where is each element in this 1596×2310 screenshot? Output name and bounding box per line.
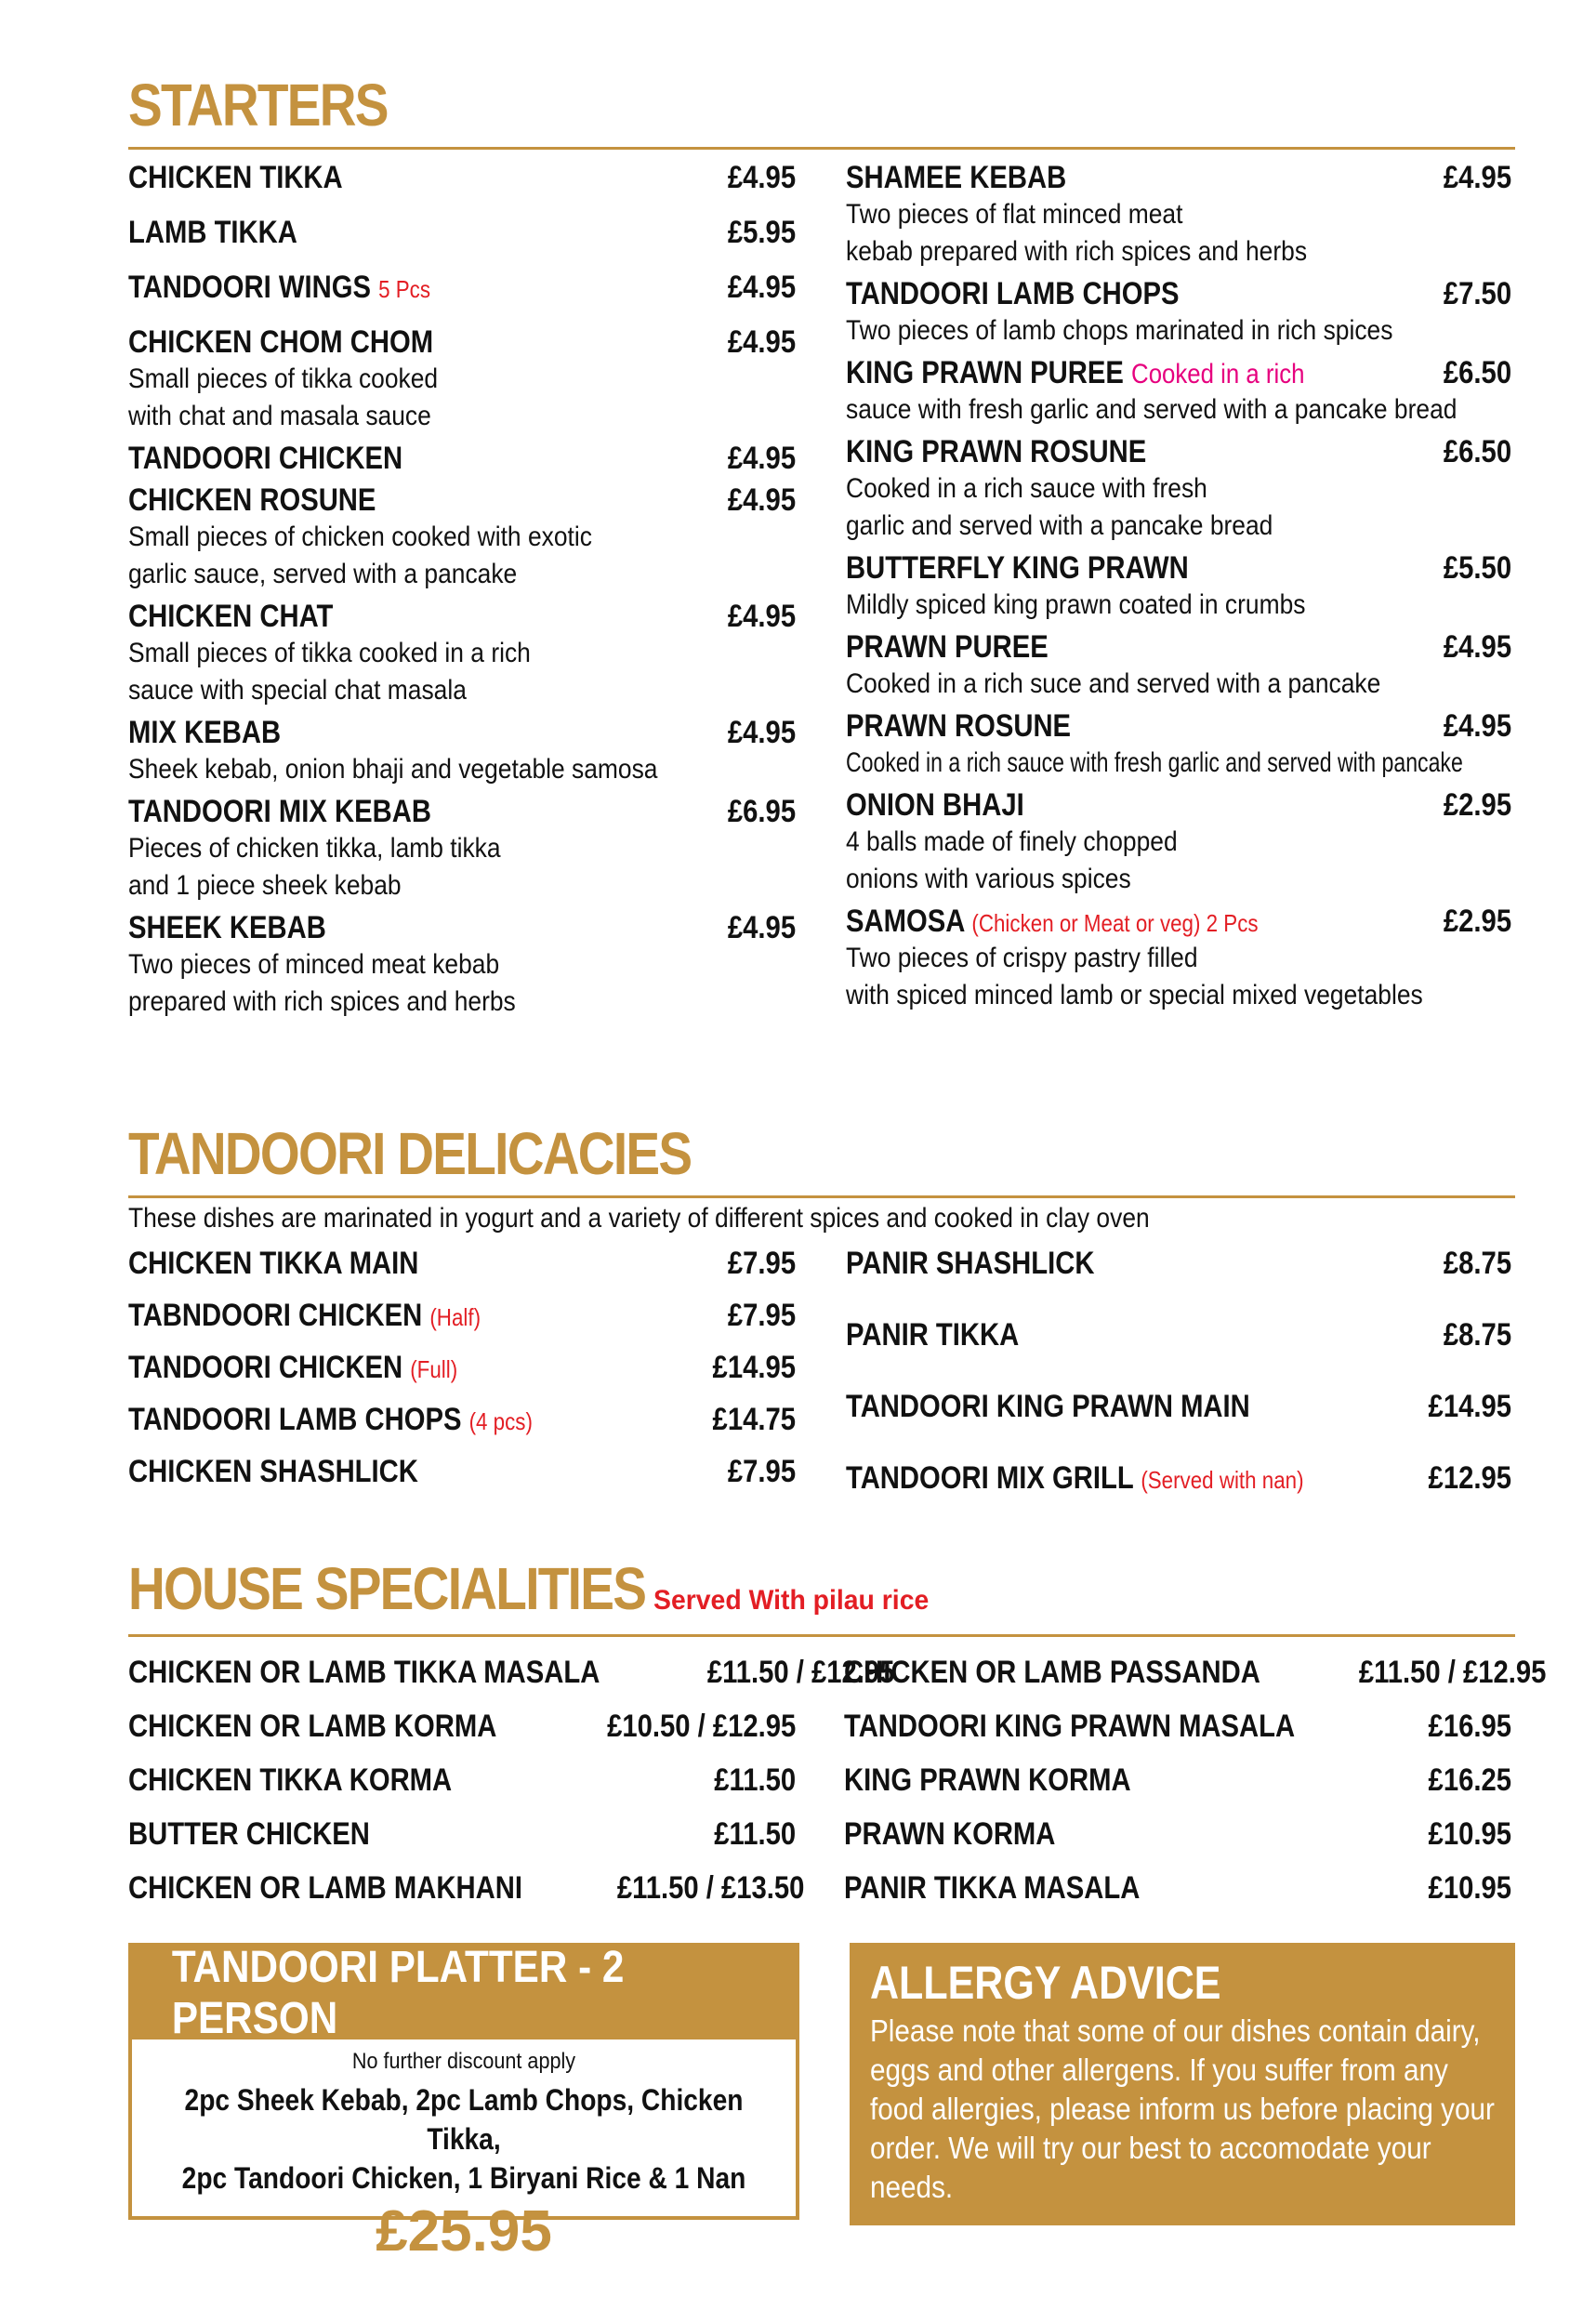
menu-item-price: £4.95	[727, 482, 796, 518]
starters-title: STARTERS	[128, 72, 388, 139]
menu-item-row	[846, 1389, 1511, 1425]
menu-item-name-group	[846, 787, 1024, 824]
menu-item-name-group	[128, 1454, 418, 1490]
menu-item-price: £16.95	[1428, 1709, 1511, 1744]
menu-item-row	[128, 1870, 805, 1907]
menu-item-price: £2.95	[1443, 904, 1511, 939]
menu-item-name-group	[846, 904, 1259, 940]
menu-item	[128, 1402, 796, 1438]
menu-item-description: prepared with rich spices and herbs	[128, 986, 516, 1017]
platter-title: TANDOORI PLATTER - 2 PERSON	[171, 1943, 625, 2043]
platter-items	[172, 2080, 756, 2198]
menu-item-description: Cooked in a rich suce and served with a pancake	[846, 668, 1381, 699]
menu-item-name: PRAWN KORMA	[844, 1816, 1056, 1852]
menu-item-name: SAMOSA	[846, 904, 965, 939]
menu-item-name-group	[846, 550, 1189, 587]
menu-item-row	[846, 1246, 1511, 1282]
menu-item-row	[128, 599, 796, 635]
menu-item-name-group	[128, 910, 326, 946]
menu-item-row	[128, 1402, 796, 1438]
menu-item-row	[846, 1460, 1511, 1497]
menu-item-description: Sheek kebab, onion bhaji and vegetable samosa	[128, 754, 658, 785]
menu-item	[846, 629, 1511, 703]
menu-item-name-group	[128, 1816, 370, 1853]
menu-item	[128, 1298, 796, 1334]
house-right-column	[844, 1655, 1547, 1907]
menu-item	[844, 1655, 1547, 1691]
menu-item	[846, 1317, 1511, 1353]
menu-item	[128, 1246, 796, 1282]
menu-item-row	[128, 1816, 796, 1853]
menu-item-name-group	[128, 482, 376, 519]
menu-item	[128, 482, 796, 593]
menu-item-description: 4 balls made of finely chopped	[846, 826, 1178, 857]
menu-item	[846, 708, 1511, 782]
menu-item-description: Two pieces of lamb chops marinated in rich spices	[846, 315, 1393, 346]
starters-left-column	[128, 160, 796, 1021]
menu-item	[846, 434, 1511, 545]
menu-item-price: £10.50 / £12.95	[606, 1709, 796, 1744]
menu-item-description: Small pieces of tikka cooked	[128, 363, 439, 394]
menu-item-description: Two pieces of flat minced meat	[846, 199, 1183, 230]
allergy-box	[850, 1943, 1515, 2225]
menu-item-description: Cooked in a rich sauce with fresh garlic and served with pancake	[846, 747, 1463, 778]
tandoori-title: TANDOORI DELICACIES	[128, 1120, 692, 1187]
menu-item-price: £14.75	[712, 1402, 796, 1437]
menu-item-name: LAMB TIKKA	[128, 215, 297, 250]
menu-item-row	[128, 794, 796, 830]
menu-item-name: TANDOORI KING PRAWN MASALA	[844, 1709, 1296, 1744]
menu-item	[128, 715, 796, 788]
menu-item-name-group	[128, 215, 297, 251]
menu-item-name-group	[128, 1762, 452, 1799]
menu-item-price: £10.95	[1428, 1870, 1511, 1906]
tandoori-left-column	[128, 1246, 796, 1490]
menu-item	[846, 355, 1511, 429]
house-title-text: HOUSE SPECIALITIES	[128, 1555, 646, 1622]
menu-item-price: £8.75	[1443, 1246, 1511, 1281]
menu-item-name-group	[846, 355, 1305, 391]
menu-item	[128, 794, 796, 904]
menu-item	[128, 910, 796, 1021]
menu-item-name: TANDOORI CHICKEN	[128, 1350, 403, 1385]
menu-item-name: PRAWN ROSUNE	[846, 708, 1072, 744]
menu-item-name: TANDOORI MIX KEBAB	[128, 794, 431, 829]
menu-item-row	[128, 160, 796, 196]
menu-item-description: onions with various spices	[846, 864, 1131, 894]
menu-item-row	[846, 355, 1511, 391]
platter-items-line-1: 2pc Sheek Kebab, 2pc Lamb Chops, Chicken Tikka,	[184, 2083, 744, 2156]
menu-item-name: CHICKEN TIKKA KORMA	[128, 1762, 453, 1798]
menu-item-price: £5.50	[1443, 550, 1511, 586]
menu-item-row	[846, 1317, 1511, 1353]
menu-item	[128, 1454, 796, 1490]
menu-item-name: CHICKEN OR LAMB PASSANDA	[844, 1655, 1260, 1690]
menu-item-price: £16.25	[1428, 1762, 1511, 1798]
menu-item-name-group	[846, 1246, 1095, 1282]
menu-item-price: £11.50 / £12.95	[1358, 1655, 1547, 1690]
menu-item-note: (Chicken or Meat or veg) 2 Pcs	[971, 909, 1259, 937]
menu-item-name: PRAWN PUREE	[846, 629, 1049, 665]
menu-item-name-group	[844, 1762, 1131, 1799]
menu-item	[128, 1870, 805, 1907]
menu-item-row	[128, 910, 796, 946]
menu-item-name: CHICKEN OR LAMB MAKHANI	[128, 1870, 522, 1906]
menu-item-name: KING PRAWN PUREE	[846, 355, 1124, 390]
menu-item	[128, 324, 796, 435]
menu-item-row	[128, 715, 796, 751]
allergy-text: Please note that some of our dishes contain dairy, eggs and other allergens. If you suffer from any food allergies, please inform us before placing your order. We will try our best to accomodate your needs.	[870, 2013, 1495, 2204]
menu-item-name: TANDOORI CHICKEN	[128, 441, 403, 476]
menu-item-name-group	[844, 1816, 1055, 1853]
menu-item-name: CHICKEN TIKKA MAIN	[128, 1246, 419, 1281]
menu-item	[844, 1709, 1511, 1745]
menu-item-description: Small pieces of tikka cooked in a rich	[128, 638, 531, 668]
menu-item-name-group	[846, 276, 1179, 312]
menu-item-row	[128, 1709, 796, 1745]
menu-item-row	[846, 434, 1511, 470]
menu-item-description: garlic and served with a pancake bread	[846, 510, 1273, 541]
menu-item-price: £10.95	[1428, 1816, 1511, 1852]
menu-item-price: £6.50	[1443, 434, 1511, 469]
platter-price: £25.95	[376, 2199, 552, 2264]
tandoori-right-column	[846, 1246, 1511, 1497]
menu-item-name-group	[128, 270, 430, 306]
menu-item-name-group	[128, 1246, 418, 1282]
menu-item-name: TANDOORI KING PRAWN MAIN	[846, 1389, 1250, 1424]
menu-item-name: KING PRAWN KORMA	[844, 1762, 1131, 1798]
menu-item-price: £11.50	[714, 1816, 796, 1852]
menu-item	[846, 1389, 1511, 1425]
menu-item-name-group	[846, 1317, 1019, 1353]
menu-item	[128, 215, 796, 251]
menu-item-price: £7.95	[727, 1454, 796, 1489]
menu-item-description: Two pieces of minced meat kebab	[128, 949, 500, 980]
menu-item-price: £8.75	[1443, 1317, 1511, 1353]
menu-item-row	[846, 629, 1511, 666]
menu-item-name: BUTTERFLY KING PRAWN	[846, 550, 1189, 586]
menu-item-name: PANIR TIKKA	[846, 1317, 1020, 1353]
platter-box	[128, 1943, 799, 2264]
menu-item-name: PANIR SHASHLICK	[846, 1246, 1095, 1281]
menu-item-name: BUTTER CHICKEN	[128, 1816, 370, 1852]
menu-item-description: sauce with special chat masala	[128, 675, 467, 706]
menu-item-row	[128, 1655, 895, 1691]
menu-item-name: CHICKEN CHAT	[128, 599, 334, 634]
menu-item-note: (4 pcs)	[468, 1407, 533, 1435]
tandoori-intro: These dishes are marinated in yogurt and a variety of different spices and cooked in clay oven	[128, 1203, 1150, 1234]
menu-item-price: £4.95	[727, 324, 796, 360]
menu-item-name: TANDOORI LAMB CHOPS	[846, 276, 1180, 311]
menu-item-name: CHICKEN TIKKA	[128, 160, 343, 195]
menu-item-name: MIX KEBAB	[128, 715, 282, 750]
menu-item	[128, 160, 796, 196]
menu-item-price: £4.95	[727, 715, 796, 750]
menu-item	[128, 441, 796, 477]
menu-item-row	[844, 1655, 1547, 1691]
menu-item-row	[128, 1454, 796, 1490]
menu-item-name: PANIR TIKKA MASALA	[844, 1870, 1141, 1906]
menu-item-price: £5.95	[727, 215, 796, 250]
menu-item-note: Cooked in a rich	[1131, 359, 1305, 389]
menu-item-name: TANDOORI MIX GRILL	[846, 1460, 1134, 1496]
house-divider	[128, 1634, 1515, 1637]
menu-item-name: TABNDOORI CHICKEN	[128, 1298, 423, 1333]
menu-item-name: CHICKEN SHASHLICK	[128, 1454, 418, 1489]
platter-body	[132, 2049, 796, 2264]
menu-item-row	[128, 1298, 796, 1334]
menu-item-description: sauce with fresh garlic and served with a pancake bread	[846, 394, 1458, 425]
menu-item-row	[844, 1816, 1511, 1853]
menu-item-name-group	[846, 160, 1066, 196]
menu-item	[846, 1460, 1511, 1497]
menu-item-row	[128, 441, 796, 477]
menu-item-description: Pieces of chicken tikka, lamb tikka	[128, 833, 501, 864]
menu-item-name-group	[846, 708, 1071, 745]
menu-item-price: £4.95	[1443, 160, 1511, 195]
menu-item-name-group	[128, 1655, 600, 1691]
menu-item-name-group	[128, 1709, 496, 1745]
menu-item-name-group	[128, 794, 431, 830]
menu-item-name: CHICKEN ROSUNE	[128, 482, 376, 518]
menu-item-row	[128, 324, 796, 361]
menu-item-row	[846, 904, 1511, 940]
menu-item-price: £6.95	[727, 794, 796, 829]
platter-items-line-2: 2pc Tandoori Chicken, 1 Biryani Rice & 1 Nan	[181, 2161, 746, 2195]
menu-item-name-group	[128, 441, 402, 477]
menu-item-row	[128, 1762, 796, 1799]
menu-item	[846, 550, 1511, 624]
menu-item-row	[128, 1246, 796, 1282]
platter-header	[132, 1943, 796, 2043]
menu-item-price: £7.95	[727, 1246, 796, 1281]
allergy-title: ALLERGY ADVICE	[870, 1957, 1221, 2009]
menu-item-price: £14.95	[1428, 1389, 1511, 1424]
menu-item-name-group	[844, 1709, 1295, 1745]
house-left-column	[128, 1655, 895, 1907]
menu-item-name-group	[846, 1389, 1250, 1425]
menu-item-name-group	[128, 1350, 457, 1386]
menu-item-note: (Served with nan)	[1141, 1466, 1304, 1494]
menu-item-name-group	[128, 1298, 481, 1334]
menu-item-name-group	[844, 1870, 1140, 1907]
starters-divider	[128, 147, 1515, 150]
menu-item-price: £4.95	[727, 441, 796, 476]
menu-item-description: Small pieces of chicken cooked with exotic	[128, 521, 592, 552]
menu-item	[844, 1816, 1511, 1853]
menu-item-note: (Half)	[429, 1303, 481, 1331]
menu-item-description: kebab prepared with rich spices and herbs	[846, 236, 1308, 267]
menu-item-row	[846, 276, 1511, 312]
menu-item-description: Cooked in a rich sauce with fresh	[846, 473, 1207, 504]
menu-item-name-group	[846, 629, 1049, 666]
menu-item-name: CHICKEN OR LAMB TIKKA MASALA	[128, 1655, 600, 1690]
menu-item-description: garlic sauce, served with a pancake	[128, 559, 518, 589]
menu-item-row	[846, 160, 1511, 196]
menu-item-name-group	[128, 715, 281, 751]
menu-item-price: £4.95	[727, 910, 796, 945]
menu-item-price: £4.95	[727, 599, 796, 634]
menu-item-price: £4.95	[1443, 708, 1511, 744]
menu-item-row	[846, 708, 1511, 745]
menu-item	[128, 599, 796, 709]
menu-item-description: Mildly spiced king prawn coated in crumbs	[846, 589, 1306, 620]
menu-item	[846, 1246, 1511, 1282]
menu-item-name-group	[128, 324, 433, 361]
menu-item-price: £2.95	[1443, 787, 1511, 823]
menu-item-name-group	[846, 1460, 1304, 1497]
menu-item-name-group	[128, 160, 343, 196]
menu-item	[128, 1709, 796, 1745]
menu-item-price: £7.95	[727, 1298, 796, 1333]
menu-item	[846, 904, 1511, 1014]
menu-item-name: KING PRAWN ROSUNE	[846, 434, 1147, 469]
menu-item-name: SHEEK KEBAB	[128, 910, 326, 945]
menu-item-name: ONION BHAJI	[846, 787, 1024, 823]
menu-item-price: £7.50	[1443, 276, 1511, 311]
menu-item-name: CHICKEN CHOM CHOM	[128, 324, 434, 360]
menu-item-name-group	[846, 434, 1146, 470]
menu-item-note: (Full)	[410, 1355, 458, 1383]
menu-item-price: £6.50	[1443, 355, 1511, 390]
tandoori-divider	[128, 1195, 1515, 1198]
menu-item	[128, 1816, 796, 1853]
house-title	[128, 1554, 930, 1623]
menu-item-price: £11.50 / £12.95	[706, 1655, 895, 1690]
menu-item-name: CHICKEN OR LAMB KORMA	[128, 1709, 497, 1744]
menu-item-row	[128, 270, 796, 306]
platter-note: No further discount apply	[351, 2049, 576, 2074]
menu-item-name: TANDOORI WINGS	[128, 270, 371, 305]
menu-item	[844, 1870, 1511, 1907]
menu-item-name: SHAMEE KEBAB	[846, 160, 1067, 195]
menu-item-name: TANDOORI LAMB CHOPS	[128, 1402, 462, 1437]
menu-item	[846, 160, 1511, 271]
menu-item	[128, 270, 796, 306]
starters-right-column	[846, 160, 1511, 1014]
menu-item	[128, 1350, 796, 1386]
menu-item-row	[844, 1709, 1511, 1745]
menu-item-name-group	[128, 1402, 533, 1438]
menu-item-price: £12.95	[1428, 1460, 1511, 1496]
menu-item-name-group	[128, 1870, 522, 1907]
menu-item	[844, 1762, 1511, 1799]
menu-item-description: Two pieces of crispy pastry filled	[846, 943, 1198, 973]
menu-item-price: £4.95	[1443, 629, 1511, 665]
menu-item-price: £11.50 / £13.50	[616, 1870, 805, 1906]
menu-item-description: with spiced minced lamb or special mixed vegetables	[846, 980, 1423, 1010]
menu-item-price: £4.95	[727, 270, 796, 305]
menu-item-name-group	[128, 599, 333, 635]
menu-item-row	[128, 215, 796, 251]
menu-item-price: £14.95	[712, 1350, 796, 1385]
house-subtitle: Served With pilau rice	[653, 1585, 930, 1616]
menu-item-price: £11.50	[714, 1762, 796, 1798]
menu-item-name-group	[844, 1655, 1260, 1691]
menu-item-price: £4.95	[727, 160, 796, 195]
menu-item-note: 5 Pcs	[378, 275, 431, 303]
menu-item-row	[844, 1762, 1511, 1799]
menu-item-description: with chat and masala sauce	[128, 401, 431, 431]
menu-item	[128, 1655, 895, 1691]
menu-item	[128, 1762, 796, 1799]
menu-item	[846, 787, 1511, 898]
menu-item-row	[128, 1350, 796, 1386]
menu-item-row	[846, 550, 1511, 587]
menu-item-row	[128, 482, 796, 519]
menu-item	[846, 276, 1511, 350]
menu-item-row	[844, 1870, 1511, 1907]
menu-item-row	[846, 787, 1511, 824]
menu-item-description: and 1 piece sheek kebab	[128, 870, 402, 901]
